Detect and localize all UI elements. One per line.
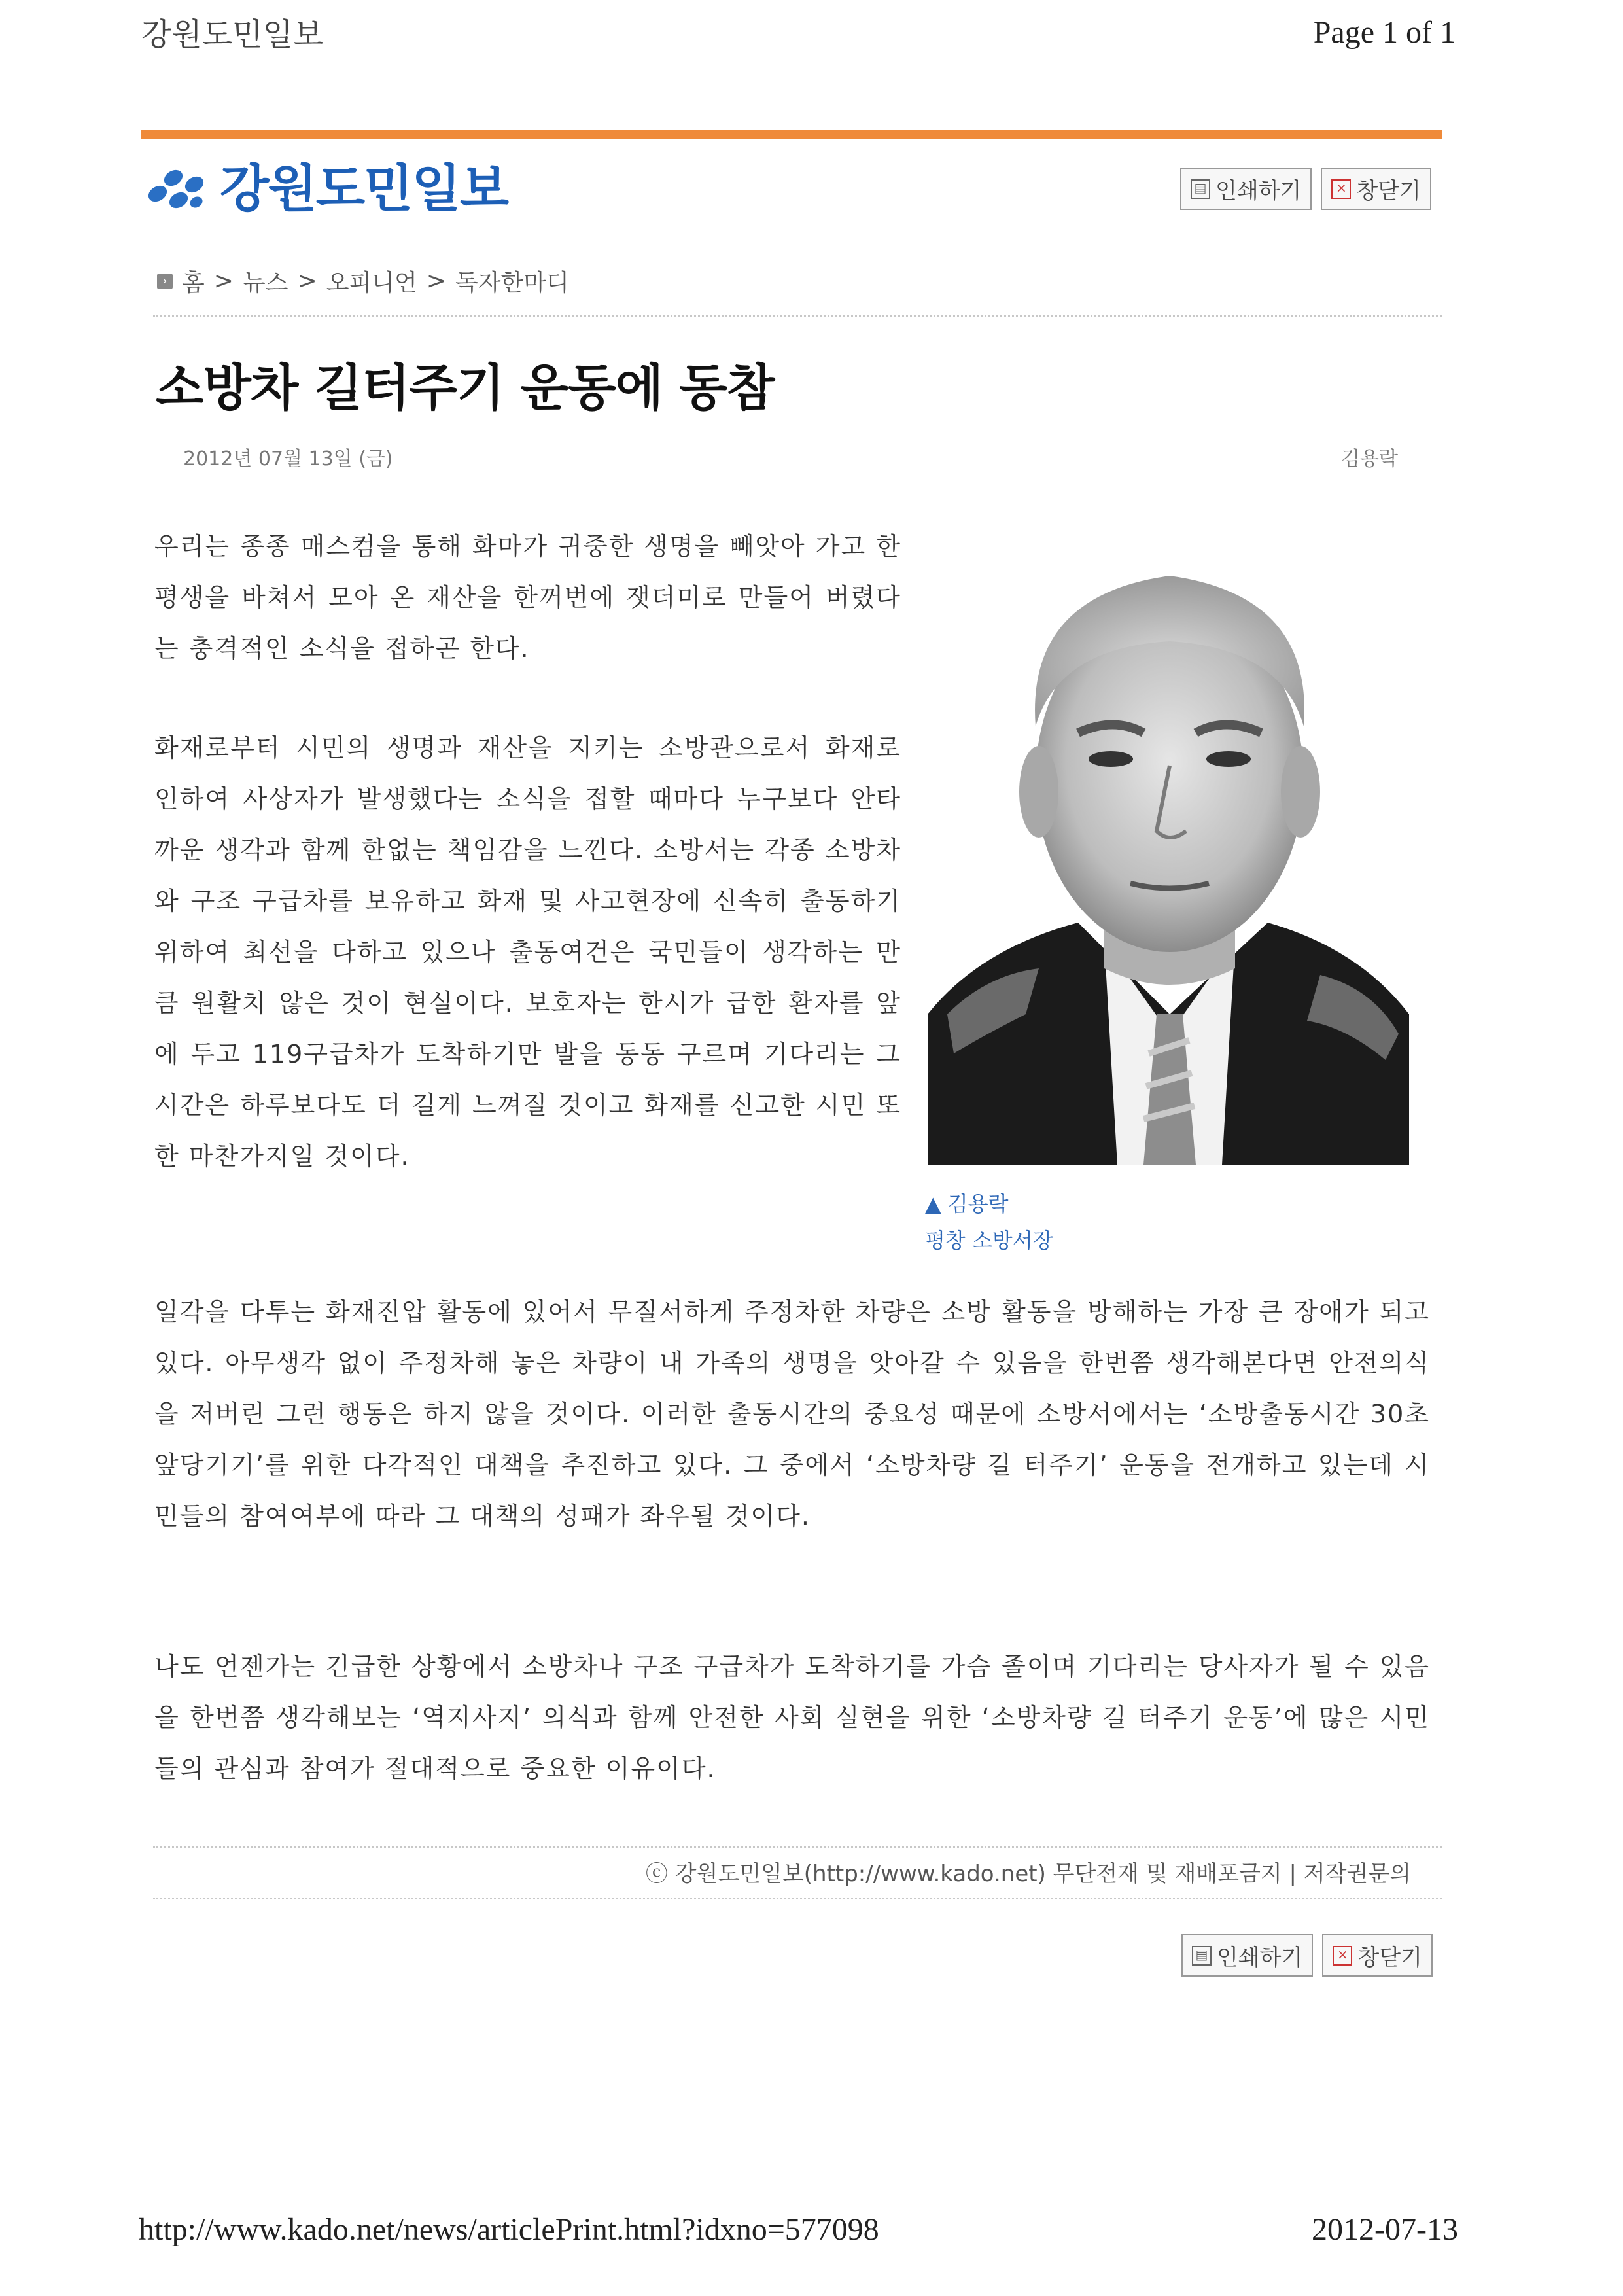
breadcrumb-separator: > bbox=[426, 268, 446, 294]
copyright-divider-top bbox=[153, 1846, 1442, 1848]
breadcrumb-opinion[interactable]: 오피니언 bbox=[326, 270, 417, 296]
copyright-notice: ⓒ 강원도민일보(http://www.kado.net) 무단전재 및 재배포금지 | 저작권문의 bbox=[645, 1861, 1411, 1887]
close-button-label: 창닫기 bbox=[1357, 1945, 1422, 1971]
print-header-page: Page 1 of 1 bbox=[1313, 15, 1456, 50]
article-paragraph-3: 일각을 다투는 화재진압 활동에 있어서 무질서하게 주정차한 차량은 소방 활동을 방해하는 가장 큰 장애가 되고 있다. 아무생각 없이 주정차해 놓은 차량이 내 가족의 생명을 앗아갈 수 있음을 한번쯤 생각해본다면 안전의식을 저버린 그런 행동은 하지 않을 것이다. 이러한 출동시간의 중요성 때문에 소방서에서는 ‘소방출동시간 30초 앞당기기’를 위한 다각적인 대책을 추진하고 있다. 그 중에서 ‘소방차량 길 터주기’ 운동을 전개하고 있는데 시민들의 참여여부에 따라 그 대책의 성패가 좌우될 것이다. bbox=[154, 1298, 1430, 1530]
breadcrumb-divider bbox=[153, 315, 1442, 317]
print-button-label: 인쇄하기 bbox=[1215, 178, 1302, 204]
site-logo[interactable] bbox=[144, 148, 508, 221]
photo-caption-title: 평창 소방서장 bbox=[925, 1228, 1053, 1253]
article-paragraph-2: 화재로부터 시민의 생명과 재산을 지키는 소방관으로서 화재로 인하여 사상자가 발생했다는 소식을 접할 때마다 누구보다 안타까운 생각과 함께 한없는 책임감을 느낀다. 소방서는 각종 소방차와 구조 구급차를 보유하고 화재 및 사고현장에 신속히 출동하기 위하여 최선을 다하고 있으나 출동여건은 국민들이 생각하는 만큼 원활치 않은 것이 현실이다. 보호자는 한시가 급한 환자를 앞에 두고 119구급차가 도착하기만 발을 동동 구르며 기다리는 그 시간은 하루보다도 더 길게 느껴질 것이고 화재를 신고한 시민 또한 마찬가지일 것이다. bbox=[154, 733, 901, 1171]
print-header-site: 강원도민일보 bbox=[141, 16, 324, 53]
bottom-actions bbox=[1181, 1934, 1433, 1977]
close-icon: × bbox=[1333, 1946, 1352, 1966]
article-date: 2012년 07월 13일 (금) bbox=[183, 448, 393, 470]
breadcrumb-home[interactable]: 홈 bbox=[182, 270, 205, 296]
printer-icon: ▤ bbox=[1191, 179, 1210, 199]
breadcrumb-reader-column[interactable]: 독자한마디 bbox=[455, 270, 569, 296]
article-paragraph-4: 나도 언젠가는 긴급한 상황에서 소방차나 구조 구급차가 도착하기를 가슴 졸이며 기다리는 당사자가 될 수 있음을 한번쯤 생각해보는 ‘역지사지’ 의식과 함께 안전한 사회 실현을 위한 ‘소방차량 길 터주기 운동’에 많은 시민들의 관심과 참여가 절대적으로 중요한 이유이다. bbox=[154, 1652, 1430, 1783]
home-arrow-icon: › bbox=[157, 274, 173, 289]
photo-caption-name: ▲ 김용락 bbox=[925, 1192, 1009, 1216]
close-window-button-bottom[interactable] bbox=[1322, 1934, 1433, 1977]
close-window-button[interactable] bbox=[1321, 168, 1431, 210]
logo-text: 강원도민일보 bbox=[220, 160, 508, 219]
breadcrumb-separator: > bbox=[297, 268, 317, 294]
breadcrumb bbox=[157, 264, 569, 298]
breadcrumb-news[interactable]: 뉴스 bbox=[242, 270, 288, 296]
author-portrait-photo bbox=[928, 517, 1409, 1165]
print-button-label: 인쇄하기 bbox=[1217, 1945, 1303, 1971]
article-paragraph-1: 우리는 종종 매스컴을 통해 화마가 귀중한 생명을 빼앗아 가고 한평생을 바쳐서 모아 온 재산을 한꺼번에 잿더미로 만들어 버렸다는 충격적인 소식을 접하곤 한다. bbox=[154, 532, 901, 663]
article-title: 소방차 길터주기 운동에 동참 bbox=[156, 359, 775, 417]
print-footer-url: http://www.kado.net/news/articlePrint.html?idxno=577098 bbox=[139, 2212, 879, 2247]
logo-mark-icon bbox=[144, 155, 209, 214]
close-icon: × bbox=[1331, 179, 1351, 199]
print-button-bottom[interactable] bbox=[1181, 1934, 1313, 1977]
photo-caption bbox=[925, 1186, 1053, 1259]
close-button-label: 창닫기 bbox=[1356, 178, 1421, 204]
printer-icon: ▤ bbox=[1192, 1946, 1212, 1966]
article-author: 김용락 bbox=[1341, 448, 1398, 470]
copyright-divider-bottom bbox=[153, 1898, 1442, 1899]
print-footer-date: 2012-07-13 bbox=[1312, 2212, 1458, 2247]
breadcrumb-separator: > bbox=[213, 268, 234, 294]
header-accent-bar bbox=[141, 130, 1442, 139]
top-actions bbox=[1180, 168, 1431, 210]
print-button[interactable] bbox=[1180, 168, 1312, 210]
